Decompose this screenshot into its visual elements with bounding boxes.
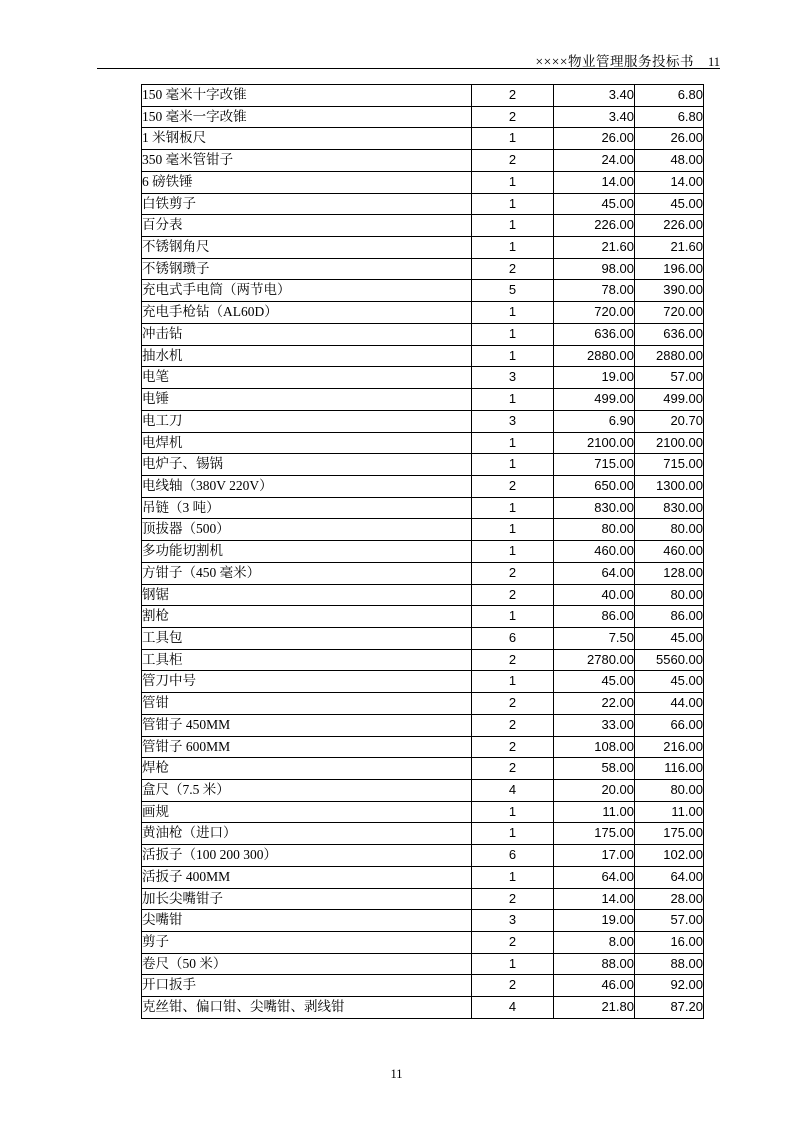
unit-price-cell: 715.00 [554, 454, 635, 476]
total-price-cell: 2100.00 [635, 432, 704, 454]
unit-price-cell: 3.40 [554, 85, 635, 107]
total-price-cell: 196.00 [635, 258, 704, 280]
total-price-cell: 28.00 [635, 888, 704, 910]
total-price-cell: 80.00 [635, 519, 704, 541]
quantity-cell: 2 [472, 150, 554, 172]
total-price-cell: 830.00 [635, 497, 704, 519]
quantity-cell: 1 [472, 953, 554, 975]
item-name-cell: 剪子 [142, 932, 472, 954]
item-name-cell: 卷尺（50 米） [142, 953, 472, 975]
unit-price-cell: 14.00 [554, 171, 635, 193]
quantity-cell: 4 [472, 997, 554, 1019]
table-row [142, 562, 704, 584]
total-price-cell: 1300.00 [635, 475, 704, 497]
quantity-cell: 2 [472, 758, 554, 780]
page-header [535, 50, 720, 70]
total-price-cell: 45.00 [635, 671, 704, 693]
unit-price-cell: 460.00 [554, 541, 635, 563]
item-name-cell: 工具柜 [142, 649, 472, 671]
unit-price-cell: 2880.00 [554, 345, 635, 367]
tools-price-table [141, 84, 704, 1019]
unit-price-cell: 46.00 [554, 975, 635, 997]
quantity-cell: 1 [472, 193, 554, 215]
total-price-cell: 66.00 [635, 714, 704, 736]
item-name-cell: 尖嘴钳 [142, 910, 472, 932]
total-price-cell: 116.00 [635, 758, 704, 780]
item-name-cell: 管钳 [142, 693, 472, 715]
unit-price-cell: 58.00 [554, 758, 635, 780]
quantity-cell: 1 [472, 866, 554, 888]
table-row [142, 323, 704, 345]
table-row [142, 519, 704, 541]
quantity-cell: 2 [472, 888, 554, 910]
total-price-cell: 20.70 [635, 410, 704, 432]
unit-price-cell: 40.00 [554, 584, 635, 606]
item-name-cell: 加长尖嘴钳子 [142, 888, 472, 910]
unit-price-cell: 45.00 [554, 193, 635, 215]
table-row [142, 85, 704, 107]
total-price-cell: 80.00 [635, 584, 704, 606]
unit-price-cell: 64.00 [554, 562, 635, 584]
quantity-cell: 4 [472, 780, 554, 802]
item-name-cell: 黄油枪（进口） [142, 823, 472, 845]
table-row [142, 997, 704, 1019]
item-name-cell: 管钳子 450MM [142, 714, 472, 736]
unit-price-cell: 226.00 [554, 215, 635, 237]
table-row [142, 845, 704, 867]
item-name-cell: 活扳子（100 200 300） [142, 845, 472, 867]
table-row [142, 975, 704, 997]
quantity-cell: 1 [472, 519, 554, 541]
quantity-cell: 2 [472, 106, 554, 128]
quantity-cell: 1 [472, 215, 554, 237]
table-row [142, 237, 704, 259]
quantity-cell: 1 [472, 541, 554, 563]
quantity-cell: 2 [472, 736, 554, 758]
unit-price-cell: 636.00 [554, 323, 635, 345]
unit-price-cell: 20.00 [554, 780, 635, 802]
unit-price-cell: 88.00 [554, 953, 635, 975]
quantity-cell: 1 [472, 323, 554, 345]
total-price-cell: 26.00 [635, 128, 704, 150]
table-row [142, 389, 704, 411]
item-name-cell: 多功能切割机 [142, 541, 472, 563]
table-row [142, 693, 704, 715]
total-price-cell: 92.00 [635, 975, 704, 997]
footer-page-number: 11 [390, 1067, 403, 1081]
table-row [142, 150, 704, 172]
item-name-cell: 割枪 [142, 606, 472, 628]
table-row [142, 801, 704, 823]
total-price-cell: 499.00 [635, 389, 704, 411]
table-row [142, 714, 704, 736]
table-row [142, 953, 704, 975]
unit-price-cell: 7.50 [554, 627, 635, 649]
unit-price-cell: 2780.00 [554, 649, 635, 671]
total-price-cell: 226.00 [635, 215, 704, 237]
unit-price-cell: 650.00 [554, 475, 635, 497]
item-name-cell: 充电手枪钻（AL60D） [142, 302, 472, 324]
item-name-cell: 冲击钻 [142, 323, 472, 345]
unit-price-cell: 2100.00 [554, 432, 635, 454]
item-name-cell: 工具包 [142, 627, 472, 649]
total-price-cell: 87.20 [635, 997, 704, 1019]
unit-price-cell: 78.00 [554, 280, 635, 302]
table-row [142, 345, 704, 367]
total-price-cell: 2880.00 [635, 345, 704, 367]
unit-price-cell: 21.80 [554, 997, 635, 1019]
total-price-cell: 57.00 [635, 910, 704, 932]
total-price-cell: 48.00 [635, 150, 704, 172]
quantity-cell: 2 [472, 584, 554, 606]
table-row [142, 367, 704, 389]
unit-price-cell: 64.00 [554, 866, 635, 888]
unit-price-cell: 14.00 [554, 888, 635, 910]
item-name-cell: 不锈钢瓒子 [142, 258, 472, 280]
item-name-cell: 吊链（3 吨） [142, 497, 472, 519]
unit-price-cell: 86.00 [554, 606, 635, 628]
total-price-cell: 14.00 [635, 171, 704, 193]
table-row [142, 671, 704, 693]
unit-price-cell: 108.00 [554, 736, 635, 758]
quantity-cell: 2 [472, 562, 554, 584]
table-row [142, 475, 704, 497]
quantity-cell: 1 [472, 454, 554, 476]
item-name-cell: 方钳子（450 毫米） [142, 562, 472, 584]
total-price-cell: 715.00 [635, 454, 704, 476]
item-name-cell: 电焊机 [142, 432, 472, 454]
table-row [142, 910, 704, 932]
table-row [142, 302, 704, 324]
unit-price-cell: 26.00 [554, 128, 635, 150]
table-row [142, 410, 704, 432]
quantity-cell: 2 [472, 932, 554, 954]
unit-price-cell: 24.00 [554, 150, 635, 172]
tools-table-body [142, 85, 704, 1019]
quantity-cell: 6 [472, 845, 554, 867]
item-name-cell: 开口扳手 [142, 975, 472, 997]
unit-price-cell: 720.00 [554, 302, 635, 324]
item-name-cell: 不锈钢角尺 [142, 237, 472, 259]
unit-price-cell: 6.90 [554, 410, 635, 432]
table-row [142, 780, 704, 802]
total-price-cell: 86.00 [635, 606, 704, 628]
item-name-cell: 电线轴（380V 220V） [142, 475, 472, 497]
header-title: ××××物业管理服务投标书 [535, 54, 694, 69]
quantity-cell: 1 [472, 237, 554, 259]
item-name-cell: 350 毫米管钳子 [142, 150, 472, 172]
item-name-cell: 顶拔器（500） [142, 519, 472, 541]
item-name-cell: 画规 [142, 801, 472, 823]
unit-price-cell: 80.00 [554, 519, 635, 541]
table-row [142, 193, 704, 215]
total-price-cell: 80.00 [635, 780, 704, 802]
header-rule [97, 68, 720, 69]
table-row [142, 541, 704, 563]
total-price-cell: 102.00 [635, 845, 704, 867]
unit-price-cell: 19.00 [554, 367, 635, 389]
item-name-cell: 电锤 [142, 389, 472, 411]
quantity-cell: 2 [472, 714, 554, 736]
item-name-cell: 钢锯 [142, 584, 472, 606]
quantity-cell: 2 [472, 649, 554, 671]
quantity-cell: 5 [472, 280, 554, 302]
item-name-cell: 管钳子 600MM [142, 736, 472, 758]
total-price-cell: 636.00 [635, 323, 704, 345]
table-row [142, 258, 704, 280]
unit-price-cell: 21.60 [554, 237, 635, 259]
total-price-cell: 45.00 [635, 193, 704, 215]
unit-price-cell: 499.00 [554, 389, 635, 411]
quantity-cell: 1 [472, 671, 554, 693]
item-name-cell: 1 米钢板尺 [142, 128, 472, 150]
quantity-cell: 2 [472, 85, 554, 107]
quantity-cell: 1 [472, 171, 554, 193]
item-name-cell: 焊枪 [142, 758, 472, 780]
total-price-cell: 6.80 [635, 85, 704, 107]
quantity-cell: 1 [472, 345, 554, 367]
quantity-cell: 1 [472, 128, 554, 150]
unit-price-cell: 830.00 [554, 497, 635, 519]
table-row [142, 432, 704, 454]
total-price-cell: 6.80 [635, 106, 704, 128]
table-row [142, 106, 704, 128]
header-page-number: 11 [707, 55, 720, 69]
total-price-cell: 16.00 [635, 932, 704, 954]
total-price-cell: 460.00 [635, 541, 704, 563]
total-price-cell: 390.00 [635, 280, 704, 302]
table-row [142, 497, 704, 519]
total-price-cell: 5560.00 [635, 649, 704, 671]
quantity-cell: 6 [472, 627, 554, 649]
unit-price-cell: 11.00 [554, 801, 635, 823]
table-row [142, 128, 704, 150]
total-price-cell: 21.60 [635, 237, 704, 259]
item-name-cell: 白铁剪子 [142, 193, 472, 215]
total-price-cell: 64.00 [635, 866, 704, 888]
item-name-cell: 活扳子 400MM [142, 866, 472, 888]
unit-price-cell: 3.40 [554, 106, 635, 128]
quantity-cell: 2 [472, 693, 554, 715]
quantity-cell: 1 [472, 497, 554, 519]
quantity-cell: 3 [472, 367, 554, 389]
item-name-cell: 充电式手电筒（两节电） [142, 280, 472, 302]
table-row [142, 627, 704, 649]
unit-price-cell: 175.00 [554, 823, 635, 845]
quantity-cell: 1 [472, 432, 554, 454]
item-name-cell: 150 毫米十字改锥 [142, 85, 472, 107]
quantity-cell: 3 [472, 910, 554, 932]
total-price-cell: 216.00 [635, 736, 704, 758]
item-name-cell: 盒尺（7.5 米） [142, 780, 472, 802]
unit-price-cell: 33.00 [554, 714, 635, 736]
total-price-cell: 720.00 [635, 302, 704, 324]
unit-price-cell: 22.00 [554, 693, 635, 715]
total-price-cell: 45.00 [635, 627, 704, 649]
item-name-cell: 百分表 [142, 215, 472, 237]
table-row [142, 866, 704, 888]
item-name-cell: 150 毫米一字改锥 [142, 106, 472, 128]
table-row [142, 888, 704, 910]
unit-price-cell: 8.00 [554, 932, 635, 954]
total-price-cell: 128.00 [635, 562, 704, 584]
quantity-cell: 2 [472, 975, 554, 997]
item-name-cell: 6 磅铁锤 [142, 171, 472, 193]
table-row [142, 606, 704, 628]
quantity-cell: 1 [472, 302, 554, 324]
table-row [142, 823, 704, 845]
table-row [142, 454, 704, 476]
table-row [142, 736, 704, 758]
item-name-cell: 电炉子、锡锅 [142, 454, 472, 476]
table-row [142, 758, 704, 780]
item-name-cell: 抽水机 [142, 345, 472, 367]
total-price-cell: 175.00 [635, 823, 704, 845]
quantity-cell: 2 [472, 475, 554, 497]
quantity-cell: 1 [472, 389, 554, 411]
quantity-cell: 1 [472, 801, 554, 823]
table-row [142, 649, 704, 671]
table-row [142, 280, 704, 302]
unit-price-cell: 19.00 [554, 910, 635, 932]
item-name-cell: 电工刀 [142, 410, 472, 432]
table-row [142, 215, 704, 237]
item-name-cell: 管刀中号 [142, 671, 472, 693]
quantity-cell: 1 [472, 823, 554, 845]
unit-price-cell: 45.00 [554, 671, 635, 693]
total-price-cell: 88.00 [635, 953, 704, 975]
total-price-cell: 44.00 [635, 693, 704, 715]
item-name-cell: 电笔 [142, 367, 472, 389]
unit-price-cell: 98.00 [554, 258, 635, 280]
quantity-cell: 1 [472, 606, 554, 628]
item-name-cell: 克丝钳、偏口钳、尖嘴钳、剥线钳 [142, 997, 472, 1019]
table-row [142, 171, 704, 193]
unit-price-cell: 17.00 [554, 845, 635, 867]
total-price-cell: 57.00 [635, 367, 704, 389]
quantity-cell: 2 [472, 258, 554, 280]
total-price-cell: 11.00 [635, 801, 704, 823]
table-row [142, 932, 704, 954]
table-row [142, 584, 704, 606]
quantity-cell: 3 [472, 410, 554, 432]
